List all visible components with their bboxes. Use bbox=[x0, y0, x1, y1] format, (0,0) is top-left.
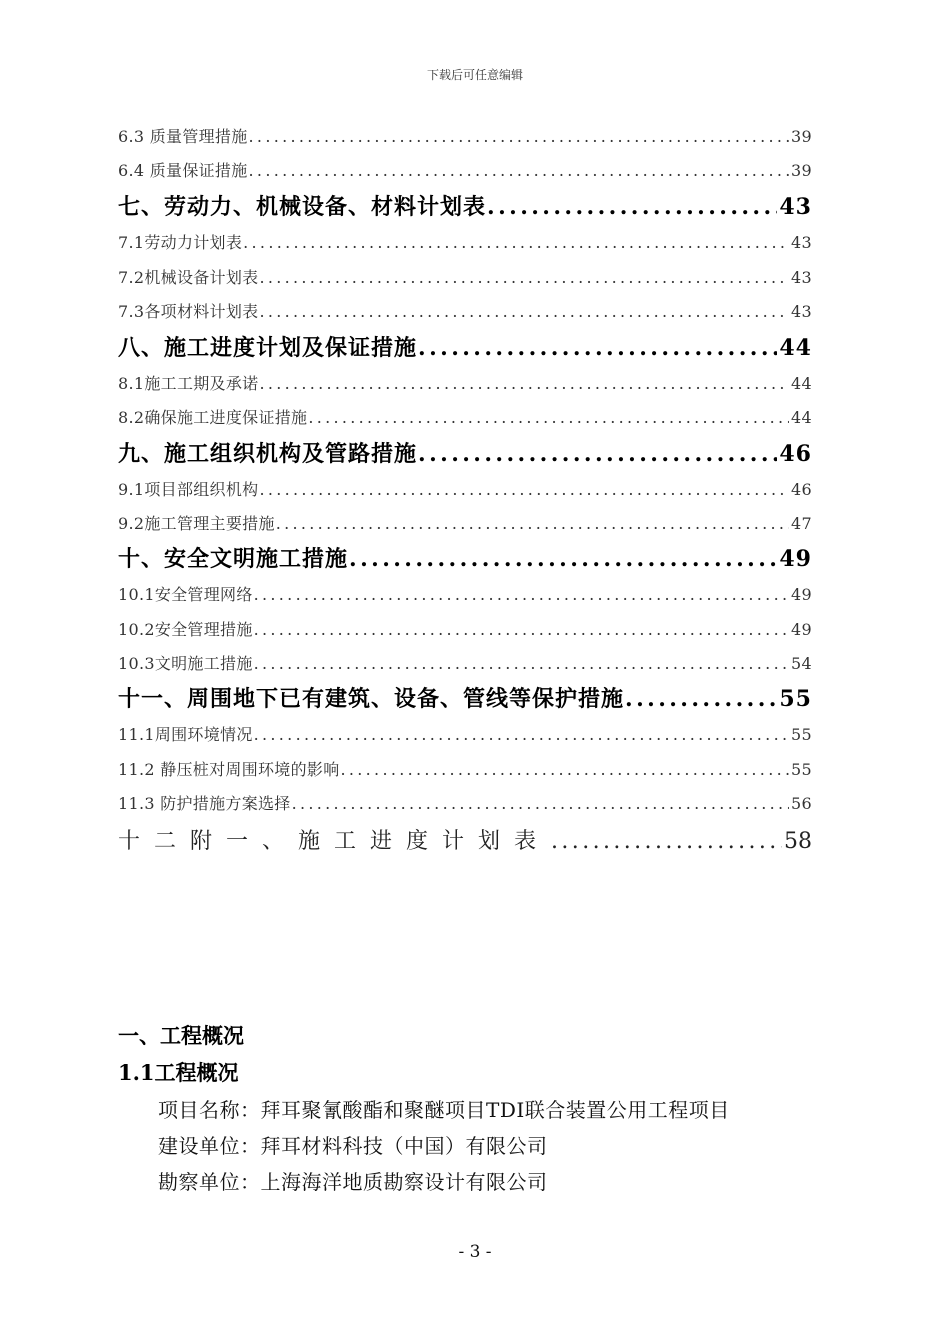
toc-leader bbox=[551, 829, 782, 854]
toc-entry-page: 47 bbox=[791, 514, 812, 533]
toc-leader bbox=[341, 760, 790, 779]
toc-entry-page: 44 bbox=[791, 374, 812, 393]
toc-entry-page: 56 bbox=[791, 794, 812, 813]
toc-entry-title: 10.1安全管理网络 bbox=[118, 585, 253, 604]
toc-entry[interactable] bbox=[118, 757, 812, 780]
toc-entry-page: 39 bbox=[791, 127, 812, 146]
toc-entry[interactable] bbox=[118, 299, 812, 322]
toc-entry[interactable] bbox=[118, 791, 812, 814]
toc-entry-page: 43 bbox=[791, 302, 812, 321]
toc-chapter[interactable] bbox=[118, 437, 812, 468]
toc-leader bbox=[259, 302, 789, 321]
toc-leader bbox=[349, 546, 777, 572]
toc-entry[interactable] bbox=[118, 158, 812, 181]
toc-entry[interactable] bbox=[118, 651, 812, 674]
toc-chapter[interactable] bbox=[118, 542, 812, 573]
toc-entry[interactable] bbox=[118, 124, 812, 147]
toc-entry[interactable] bbox=[118, 511, 812, 534]
toc-chapter-title: 十二附一、施工进度计划表 bbox=[118, 829, 551, 854]
header-watermark: 下载后可任意编辑 bbox=[426, 68, 523, 82]
toc-leader bbox=[254, 585, 789, 604]
toc-leader bbox=[418, 335, 777, 361]
toc-chapter-page: 55 bbox=[779, 686, 812, 712]
toc-entry-title: 7.1劳动力计划表 bbox=[118, 233, 243, 252]
toc-chapter-page: 43 bbox=[779, 194, 812, 220]
toc-entry-page: 39 bbox=[791, 161, 812, 180]
toc-entry-title: 11.3 防护措施方案选择 bbox=[118, 794, 291, 813]
toc-chapter[interactable] bbox=[118, 682, 812, 713]
toc-entry-title: 6.4 质量保证措施 bbox=[118, 161, 248, 180]
toc-entry-title: 8.1施工工期及承诺 bbox=[118, 374, 259, 393]
toc-entry[interactable] bbox=[118, 230, 812, 253]
toc-leader bbox=[254, 654, 789, 673]
toc-entry-title: 11.2 静压桩对周围环境的影响 bbox=[118, 760, 340, 779]
toc-entry[interactable] bbox=[118, 722, 812, 745]
toc-entry-page: 54 bbox=[791, 654, 812, 673]
toc-leader bbox=[249, 127, 789, 146]
toc-entry-page: 49 bbox=[791, 620, 812, 639]
toc-entry-title: 8.2确保施工进度保证措施 bbox=[118, 408, 308, 427]
toc-entry-title: 6.3 质量管理措施 bbox=[118, 127, 248, 146]
toc-chapter-title: 十一、周围地下已有建筑、设备、管线等保护措施 bbox=[118, 686, 625, 712]
toc-entry[interactable] bbox=[118, 617, 812, 640]
toc-leader bbox=[259, 374, 789, 393]
toc-chapter-page: 46 bbox=[779, 441, 812, 467]
toc-entry-page: 43 bbox=[791, 233, 812, 252]
toc-leader bbox=[625, 686, 777, 712]
toc-entry[interactable] bbox=[118, 582, 812, 605]
toc-chapter-page: 58 bbox=[784, 829, 812, 854]
toc-chapter-page: 44 bbox=[779, 335, 812, 361]
toc-leader bbox=[254, 620, 789, 639]
toc-entry-page: 46 bbox=[791, 480, 812, 499]
toc-entry-title: 9.1项目部组织机构 bbox=[118, 480, 259, 499]
toc-entry-title: 7.2机械设备计划表 bbox=[118, 268, 259, 287]
toc-entry-page: 44 bbox=[791, 408, 812, 427]
toc-leader bbox=[292, 794, 789, 813]
toc-leader bbox=[249, 161, 789, 180]
toc-entry-title: 9.2施工管理主要措施 bbox=[118, 514, 275, 533]
toc-entry-title: 11.1周围环境情况 bbox=[118, 725, 253, 744]
section-title: 一、工程概况 bbox=[118, 1023, 244, 1048]
toc-entry[interactable] bbox=[118, 371, 812, 394]
project-name-field: 项目名称：拜耳聚氰酸酯和聚醚项目TDI联合装置公用工程项目 bbox=[158, 1098, 730, 1122]
toc-entry-page: 55 bbox=[791, 725, 812, 744]
toc-entry[interactable] bbox=[118, 265, 812, 288]
toc-entry-title: 7.3各项材料计划表 bbox=[118, 302, 259, 321]
toc-leader bbox=[418, 441, 777, 467]
toc-entry-title: 10.3文明施工措施 bbox=[118, 654, 253, 673]
toc-leader bbox=[259, 480, 789, 499]
toc-chapter-page: 49 bbox=[779, 546, 812, 572]
construction-unit-field: 建设单位：拜耳材料科技（中国）有限公司 bbox=[158, 1134, 548, 1158]
toc-chapter-title: 九、施工组织机构及管路措施 bbox=[118, 441, 418, 467]
toc-chapter-title: 七、劳动力、机械设备、材料计划表 bbox=[118, 194, 487, 220]
toc-entry-page: 43 bbox=[791, 268, 812, 287]
toc-leader bbox=[243, 233, 789, 252]
toc-chapter[interactable] bbox=[118, 824, 812, 855]
survey-unit-field: 勘察单位：上海海洋地质勘察设计有限公司 bbox=[158, 1170, 548, 1194]
toc-chapter[interactable] bbox=[118, 331, 812, 362]
toc-leader bbox=[487, 194, 777, 220]
subsection-title: 1.1工程概况 bbox=[118, 1060, 239, 1085]
toc-chapter-title: 八、施工进度计划及保证措施 bbox=[118, 335, 418, 361]
toc-entry-title: 10.2安全管理措施 bbox=[118, 620, 253, 639]
toc-chapter-title: 十、安全文明施工措施 bbox=[118, 546, 349, 572]
toc-chapter[interactable] bbox=[118, 190, 812, 221]
toc-entry[interactable] bbox=[118, 405, 812, 428]
toc-leader bbox=[308, 408, 789, 427]
toc-entry-page: 55 bbox=[791, 760, 812, 779]
toc-leader bbox=[259, 268, 789, 287]
page-number: - 3 - bbox=[458, 1242, 492, 1262]
toc-entry-page: 49 bbox=[791, 585, 812, 604]
toc-leader bbox=[254, 725, 789, 744]
toc-leader bbox=[276, 514, 789, 533]
toc-entry[interactable] bbox=[118, 477, 812, 500]
